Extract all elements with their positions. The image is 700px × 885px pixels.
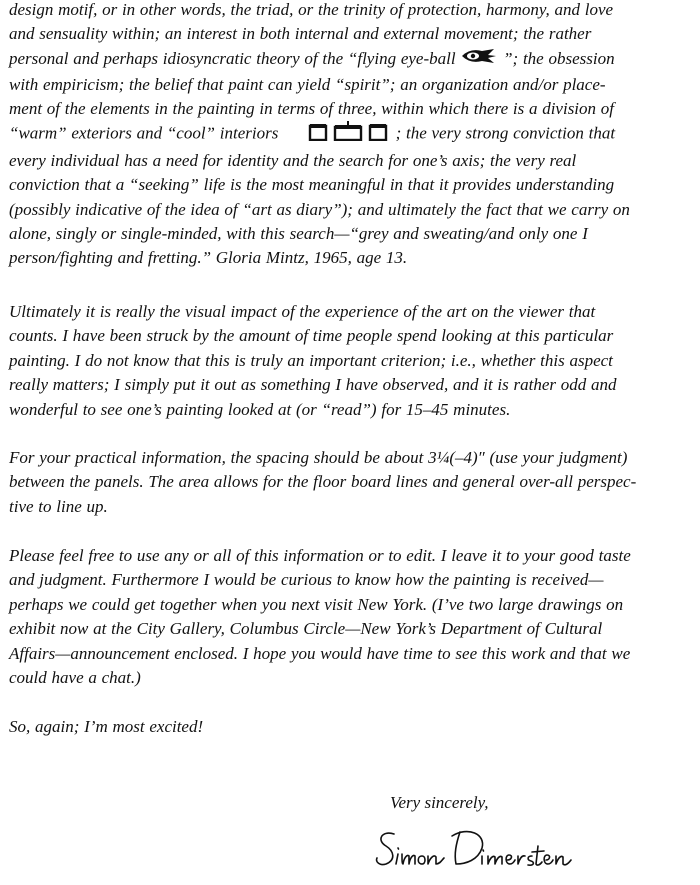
paragraph-1-line-1: design motif, or in other words, the triad, or the trinity of protection, harmony, and love xyxy=(9,0,614,19)
paragraph-4-line-4: exhibit now at the City Gallery, Columbus Circle—New York’s Department of Cultural xyxy=(9,619,603,639)
closing-salutation: Very sincerely, xyxy=(390,793,489,812)
paragraph-1-line-10: alone, singly or single-minded, with this search—“grey and sweating/and only one I xyxy=(9,224,588,244)
paragraph-2 xyxy=(9,300,689,422)
paragraph-1-line-6a: “warm” exteriors and “cool” interiors xyxy=(9,124,279,144)
flying-eyeball-icon xyxy=(460,47,498,72)
paragraph-4-line-1: Please feel free to use any or all of this information or to edit. I leave it to your good taste xyxy=(9,546,631,565)
paragraph-3-line-3: tive to line up. xyxy=(9,496,108,516)
paragraph-2-line-2: counts. I have been struck by the amount of time people spend looking at this particular xyxy=(9,326,614,346)
paragraph-1-line-2: and sensuality within; an interest in both internal and external movement; the rather xyxy=(9,24,592,44)
signature xyxy=(372,820,572,880)
paragraph-5 xyxy=(9,715,689,739)
paragraph-3 xyxy=(9,446,689,519)
paragraph-1-line-3b: ”; the obsession xyxy=(503,48,615,68)
paragraph-1 xyxy=(9,0,689,271)
paragraph-4-line-2: and judgment. Furthermore I would be curious to know how the painting is received— xyxy=(9,570,604,590)
paragraph-1-line-3 xyxy=(9,47,689,73)
paragraph-3-line-1: For your practical information, the spacing should be about 3¼(–4)″ (use your judgment) xyxy=(9,448,628,467)
signature-drawing xyxy=(372,820,572,880)
paragraph-3-line-2: between the panels. The area allows for the floor board lines and general over-all perspec- xyxy=(9,472,637,492)
paragraph-2-line-4: really matters; I simply put it out as something I have observed, and it is rather odd and xyxy=(9,375,617,395)
paragraph-1-line-6 xyxy=(9,121,689,148)
paragraph-4-line-6: could have a chat.) xyxy=(9,668,141,688)
paragraph-4 xyxy=(9,544,689,690)
paragraph-2-line-3: painting. I do not know that this is truly an important criterion; i.e., whether this aspect xyxy=(9,350,613,370)
triptych-panels-icon xyxy=(307,121,391,148)
paragraph-1-line-9: (possibly indicative of the idea of “art as diary”); and ultimately the fact that we carry on xyxy=(9,199,630,219)
paragraph-2-line-1: Ultimately it is really the visual impact of the experience of the art on the viewer that xyxy=(9,302,596,321)
paragraph-4-line-3: perhaps we could get together when you next visit New York. (I’ve two large drawings on xyxy=(9,594,624,614)
paragraph-1-line-3a: personal and perhaps idiosyncratic theory of the “flying eye-ball xyxy=(9,48,456,68)
paragraph-2-line-5: wonderful to see one’s painting looked at (or “read”) for 15–45 minutes. xyxy=(9,399,511,419)
paragraph-1-line-11: person/fighting and fretting.” Gloria Mintz, 1965, age 13. xyxy=(9,248,408,268)
paragraph-1-line-7: every individual has a need for identity and the search for one’s axis; the very real xyxy=(9,150,577,170)
paragraph-1-line-4: with empiricism; the belief that paint can yield “spirit”; an organization and/or place- xyxy=(9,74,606,94)
paragraph-1-line-5: ment of the elements in the painting in terms of three, within which there is a division of xyxy=(9,99,615,119)
paragraph-4-line-5: Affairs—announcement enclosed. I hope you would have time to see this work and that we xyxy=(9,643,631,663)
paragraph-1-line-6b: ; the very strong conviction that xyxy=(395,124,616,144)
paragraph-1-line-8: conviction that a “seeking” life is the most meaningful in that it provides understanding xyxy=(9,175,615,195)
paragraph-5-line-1: So, again; I’m most excited! xyxy=(9,717,204,736)
